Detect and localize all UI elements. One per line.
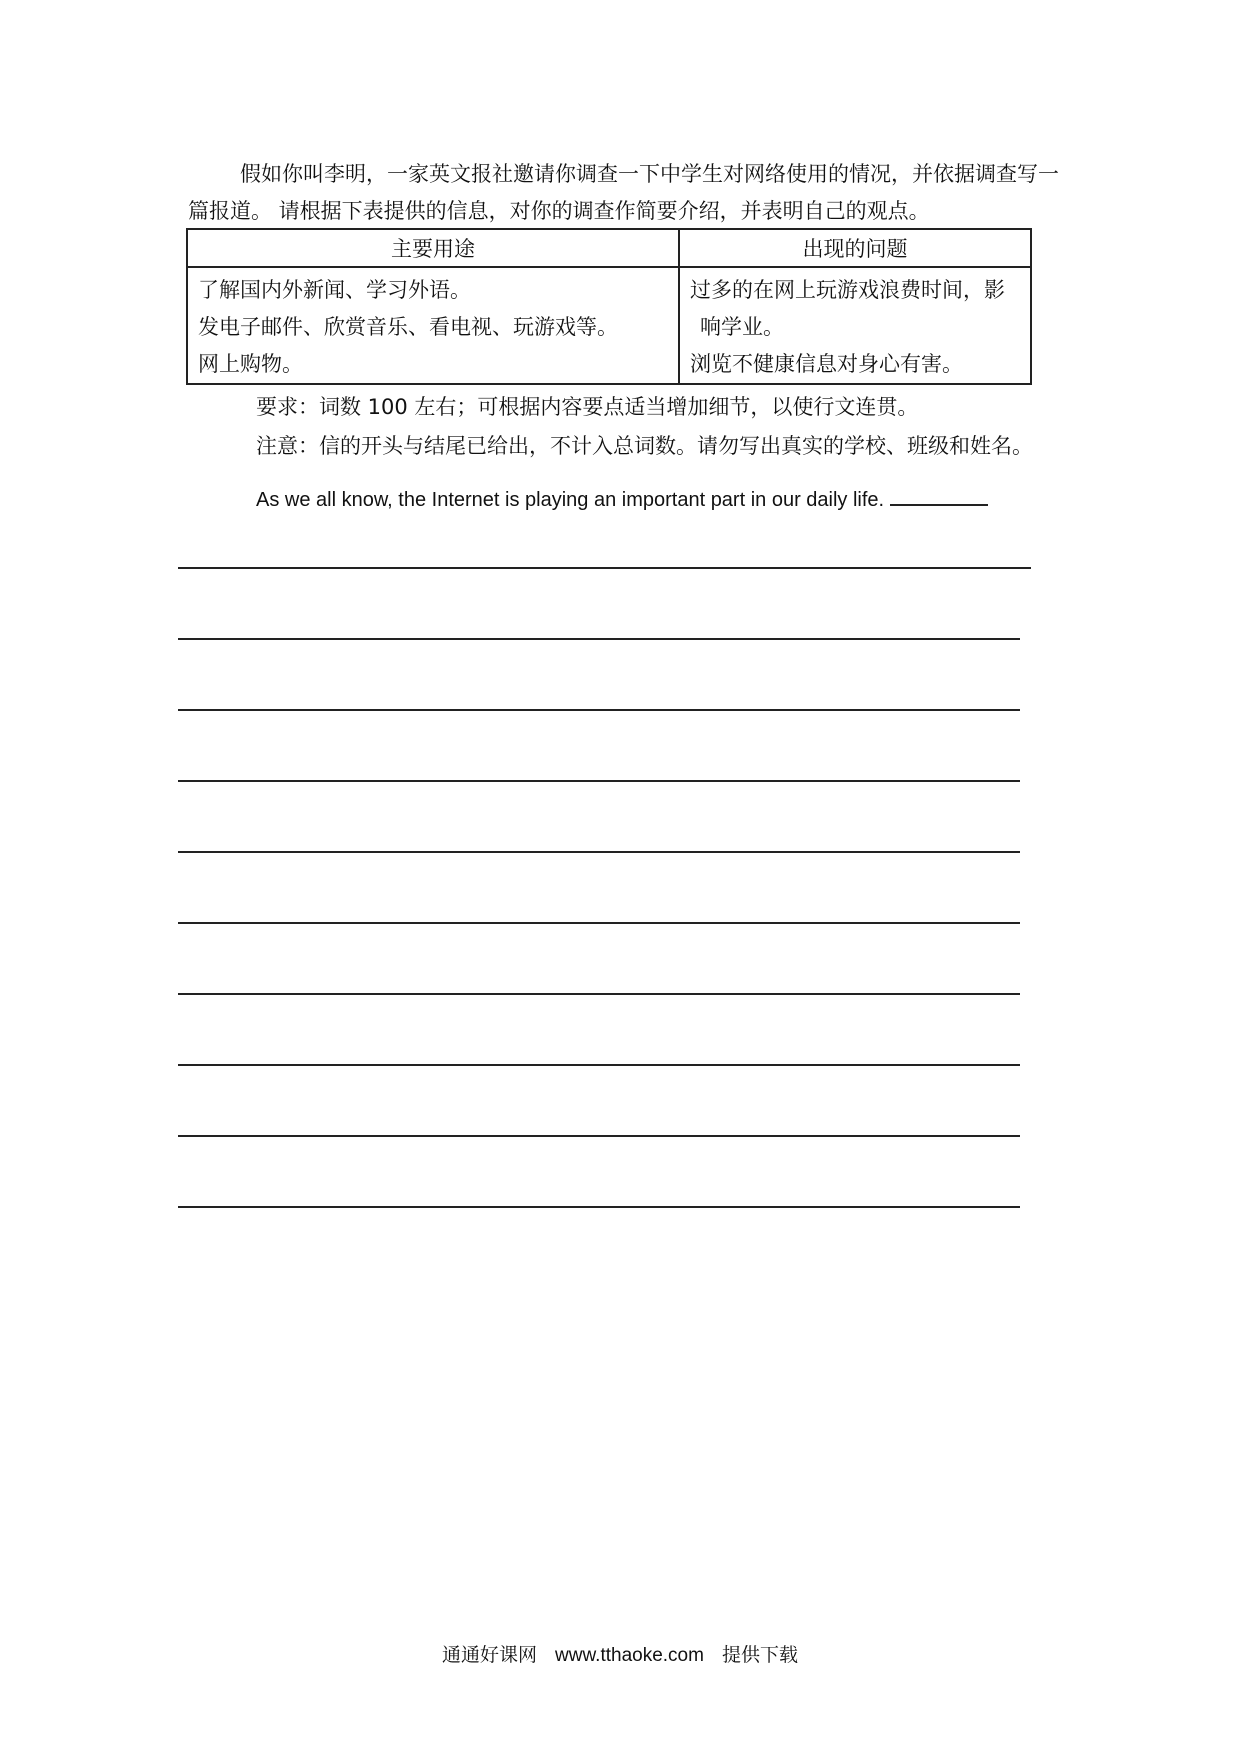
writing-line[interactable] xyxy=(178,993,1020,995)
starter-sentence: As we all know, the Internet is playing an important part in our daily life. xyxy=(256,489,885,511)
writing-line[interactable] xyxy=(178,1064,1020,1066)
writing-line[interactable] xyxy=(178,1135,1020,1137)
footer-suffix: 提供下载 xyxy=(722,1644,799,1666)
header-main-uses: 主要用途 xyxy=(187,229,679,267)
writing-line[interactable] xyxy=(178,922,1020,924)
table-header-row xyxy=(187,229,1031,267)
use-item: 发电子邮件、欣赏音乐、看电视、玩游戏等。 xyxy=(198,315,618,339)
uses-cell xyxy=(187,267,679,384)
use-item: 了解国内外新闻、学习外语。 xyxy=(198,278,471,302)
problems-cell xyxy=(679,267,1031,384)
requirement-text: 要求：词数 100 左右；可根据内容要点适当增加细节，以使行文连贯。 xyxy=(256,395,919,419)
note-text: 注意：信的开头与结尾已给出，不计入总词数。请勿写出真实的学校、班级和姓名。 xyxy=(256,434,1033,458)
use-item: 网上购物。 xyxy=(198,352,303,376)
problem-item: 响学业。 xyxy=(700,315,784,339)
writing-line[interactable] xyxy=(178,780,1020,782)
writing-line[interactable] xyxy=(178,851,1020,853)
writing-line[interactable] xyxy=(178,567,1031,569)
header-problems: 出现的问题 xyxy=(679,229,1031,267)
problem-item: 浏览不健康信息对身心有害。 xyxy=(690,352,963,376)
writing-line[interactable] xyxy=(178,709,1020,711)
page-footer xyxy=(0,1640,1240,1667)
writing-line[interactable] xyxy=(178,638,1020,640)
problem-item: 过多的在网上玩游戏浪费时间，影 xyxy=(690,278,1005,302)
table-row xyxy=(187,267,1031,384)
usage-table xyxy=(186,228,1032,385)
footer-site-name: 通通好课网 xyxy=(441,1644,537,1666)
writing-line[interactable] xyxy=(178,1206,1020,1208)
footer-url: www.tthaoke.com xyxy=(555,1645,704,1666)
essay-starter xyxy=(256,486,988,512)
task-intro: 假如你叫李明，一家英文报社邀请你调查一下中学生对网络使用的情况，并依据调查写一篇报道。 请根据下表提供的信息，对你的调查作简要介绍，并表明自己的观点。 xyxy=(188,162,1059,223)
starter-blank[interactable] xyxy=(890,486,988,506)
